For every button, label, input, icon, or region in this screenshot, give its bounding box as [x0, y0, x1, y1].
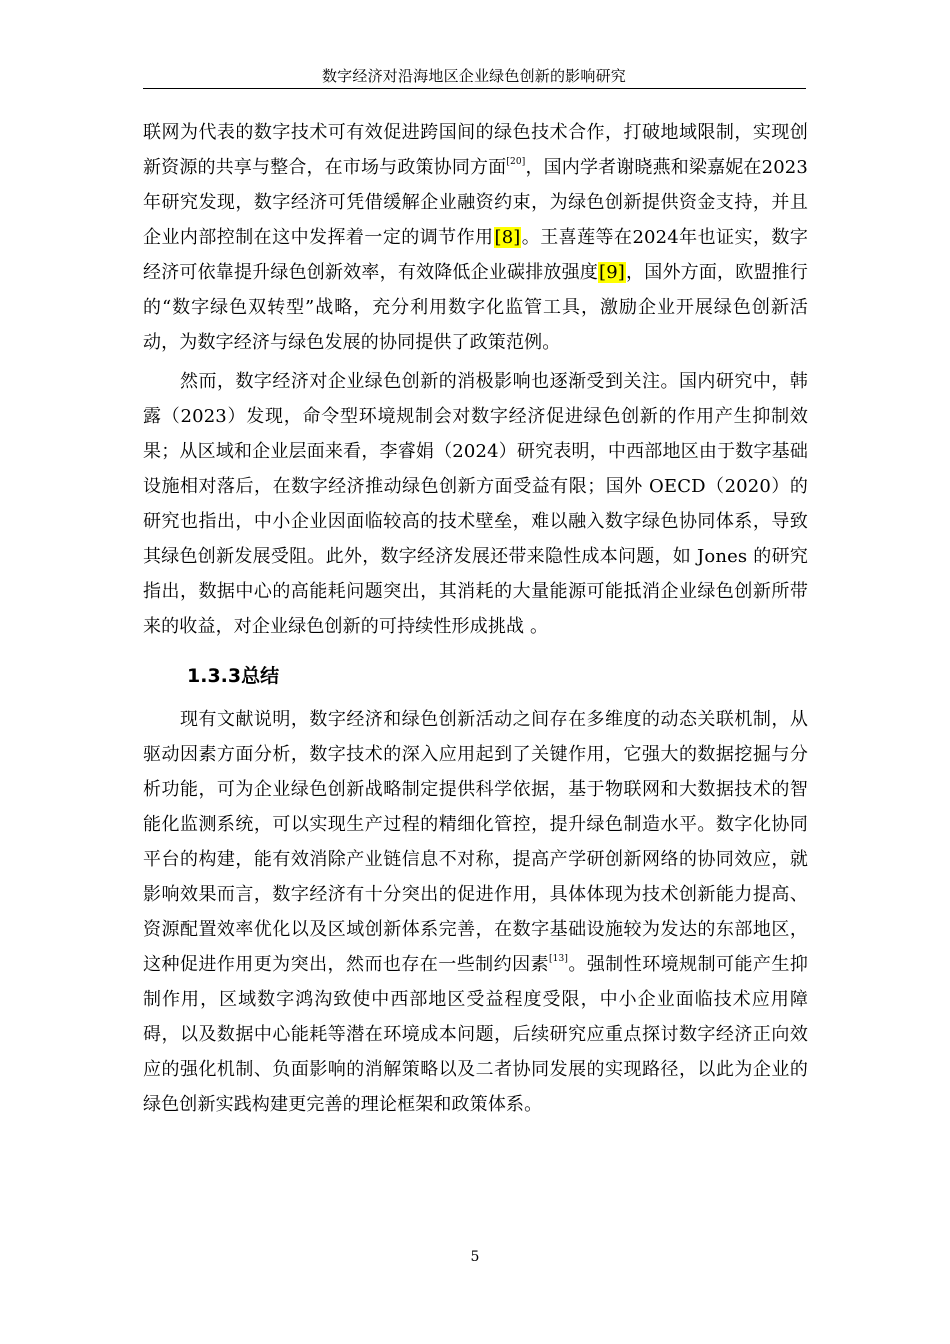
section-heading: 1.3.3总结: [187, 665, 280, 687]
running-header: 数字经济对沿海地区企业绿色创新的影响研究: [321, 67, 626, 85]
text-segment: ，国外方面，欧盟推行的“数字绿色双转型”战略，充分利用数字化监管工具，激励企业开展绿色创新活动，为数字经济与绿色发展的协同提供了政策范例。: [143, 262, 808, 353]
citation-9-highlight: [9]: [599, 262, 625, 283]
text-segment: 然而，数字经济对企业绿色创新的消极影响也逐渐受到关注。国内研究中，韩露（2023）发现，命令型环境规制会对数字经济促进绿色创新的作用产生抑制效果；从区域和企业层面来看，李睿娟（2024）研究表明，中西部地区由于数字基础设施相对落后，在数字经济推动绿色创新方面受益有限；国外 OECD（2020）的研究也指出，中小企业因面临较高的技术壁垒，难以融入数字绿色协同体系，导致其绿色创新发展受阻。此外，数字经济发展还带来隐性成本问题，如 Jones 的研究指出，数据中心的高能耗问题突出，其消耗的大量能源可能抵消企业绿色创新所带来的收益，对企业绿色创新的可持续性形成挑战 。: [143, 371, 808, 637]
text-segment: ，国内学者谢晓燕和梁嘉妮在2023年研究发现，数字经济可凭借缓解企业融资约束，为绿色创新提供资金支持，并且企业内部控制在这中发挥着一定的调节作用: [143, 157, 809, 248]
paragraph-summary: [143, 702, 808, 1122]
text-segment: 现有文献说明，数字经济和绿色创新活动之间存在多维度的动态关联机制，从驱动因素方面分析，数字技术的深入应用起到了关键作用，它强大的数据挖掘与分析功能，可为企业绿色创新战略制定提供科学依据，基于物联网和大数据技术的智能化监测系统，可以实现生产过程的精细化管控，提升绿色制造水平。数字化协同平台的构建，能有效消除产业链信息不对称，提高产学研创新网络的协同效应，就影响效果而言，数字经济有十分突出的促进作用，具体体现为技术创新能力提高、资源配置效率优化以及区域创新体系完善，在数字基础设施较为发达的东部地区，这种促进作用更为突出，然而也存在一些制约因素: [143, 709, 808, 975]
paragraph-negative-effects: [143, 364, 808, 644]
citation-8-highlight: [8]: [494, 227, 521, 248]
text-segment: 。王喜莲等在2024年也证实，数字经济可依靠提升绿色创新效率，有效降低企业碳排放强度: [143, 227, 808, 283]
page-body: [143, 115, 808, 1122]
text-segment: 。强制性环境规制可能产生抑制作用，区域数字鸿沟致使中西部地区受益程度受限，中小企业面临技术应用障碍，以及数据中心能耗等潜在环境成本问题，后续研究应重点探讨数字经济正向效应的强化机制、负面影响的消解策略以及二者协同发展的实现路径，以此为企业的绿色创新实践构建更完善的理论框架和政策体系。: [143, 954, 808, 1115]
text-segment: 联网为代表的数字技术可有效促进跨国间的绿色技术合作，打破地域限制，实现创新资源的共享与整合，在市场与政策协同方面: [143, 122, 808, 178]
paragraph-continued: [143, 115, 808, 360]
citation-13: [13]: [549, 954, 569, 964]
citation-20: [20]: [506, 157, 526, 167]
page-number: 5: [470, 1249, 480, 1265]
header-rule: [143, 88, 806, 89]
